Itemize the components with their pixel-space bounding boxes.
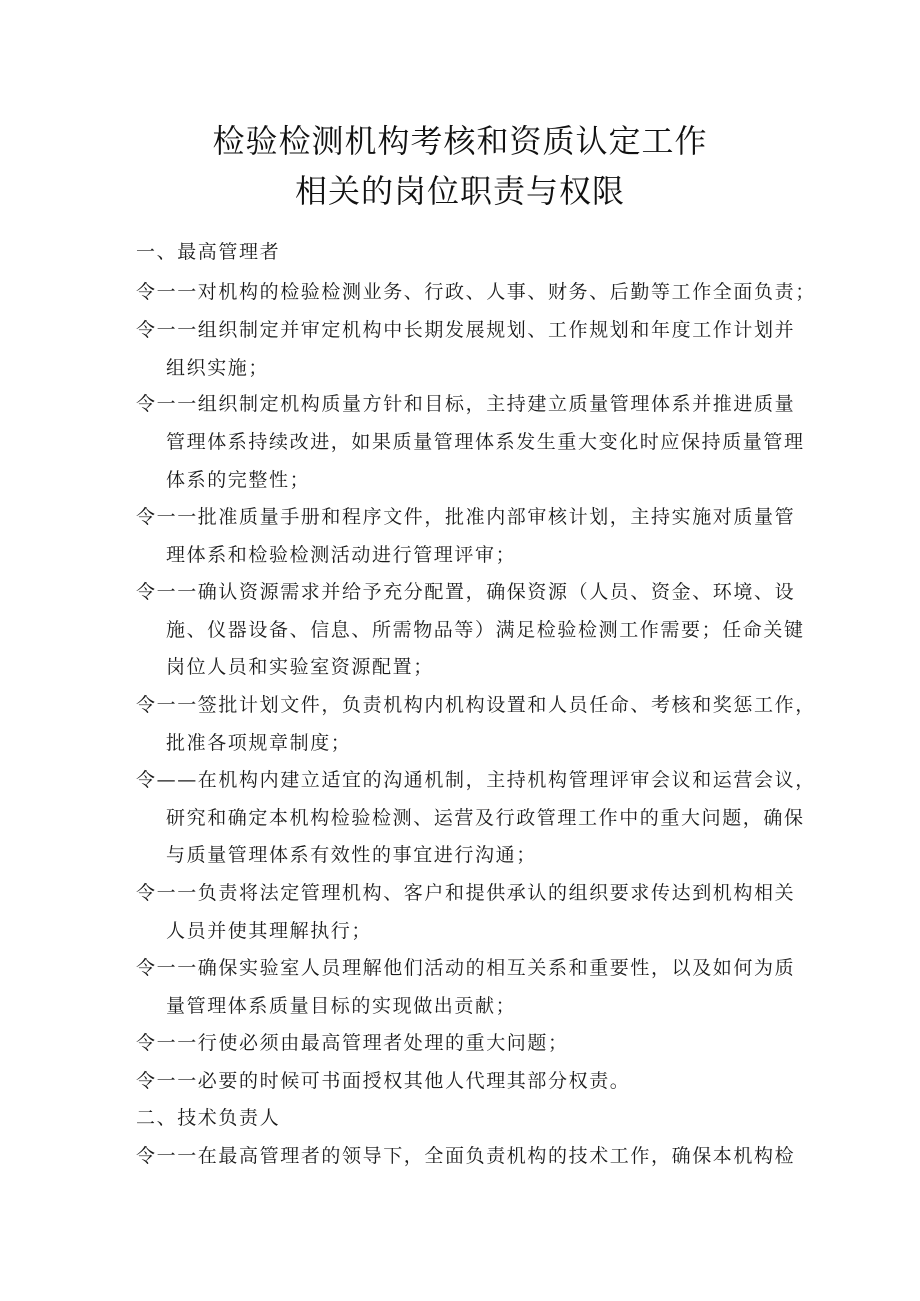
paragraph-line: 组织实施； [166, 357, 270, 379]
paragraph-line: 施、仪器设备、信息、所需物品等）满足检验检测工作需要；任命关键 [166, 619, 805, 641]
paragraph-line: 令一一签批计划文件，负责机构内机构设置和人员任命、考核和奖惩工作， [136, 694, 816, 716]
paragraph-line: 令一一组织制定并审定机构中长期发展规划、工作规划和年度工作计划并 [136, 319, 796, 341]
paragraph-line: 令一一对机构的检验检测业务、行政、人事、财务、后勤等工作全面负责； [136, 281, 816, 303]
paragraph-line: 令一一确保实验室人员理解他们活动的相互关系和重要性，以及如何为质 [136, 957, 796, 979]
paragraph-line: 令一一在最高管理者的领导下，全面负责机构的技术工作，确保本机构检 [136, 1145, 796, 1167]
paragraph-line: 批准各项规章制度； [166, 732, 352, 754]
paragraph-line: 令一一组织制定机构质量方针和目标，主持建立质量管理体系并推进质量 [136, 393, 796, 415]
paragraph-line: 管理体系持续改进，如果质量管理体系发生重大变化时应保持质量管理 [166, 431, 805, 453]
paragraph-line: 岗位人员和实验室资源配置； [166, 656, 434, 678]
paragraph-line: 体系的完整性； [166, 469, 311, 491]
paragraph-line: 研究和确定本机构检验检测、运营及行政管理工作中的重大问题，确保 [166, 807, 805, 829]
document-title-line-1: 检验检测机构考核和资质认定工作 [212, 122, 708, 160]
section-heading: 一、最高管理者 [136, 241, 281, 263]
paragraph-line: 令一一行使必须由最高管理者处理的重大问题； [136, 1032, 569, 1054]
paragraph-line: 理体系和检验检测活动进行管理评审； [166, 544, 517, 566]
paragraph-line: 令一一确认资源需求并给予充分配置，确保资源（人员、资金、环境、设 [136, 581, 796, 603]
paragraph-line: 令——在机构内建立适宜的沟通机制，主持机构管理评审会议和运营会议， [136, 769, 816, 791]
paragraph-line: 量管理体系质量目标的实现做出贡献； [166, 995, 517, 1017]
section-heading: 二、技术负责人 [136, 1107, 281, 1129]
paragraph-line: 与质量管理体系有效性的事宜进行沟通； [166, 844, 537, 866]
document-title-line-2: 相关的岗位职责与权限 [294, 172, 625, 210]
paragraph-line: 人员并使其理解执行； [166, 920, 373, 942]
paragraph-line: 令一一批准质量手册和程序文件，批准内部审核计划，主持实施对质量管 [136, 506, 796, 528]
paragraph-line: 令一一必要的时候可书面授权其他人代理其部分权责。 [136, 1070, 631, 1092]
paragraph-line: 令一一负责将法定管理机构、客户和提供承认的组织要求传达到机构相关 [136, 882, 796, 904]
